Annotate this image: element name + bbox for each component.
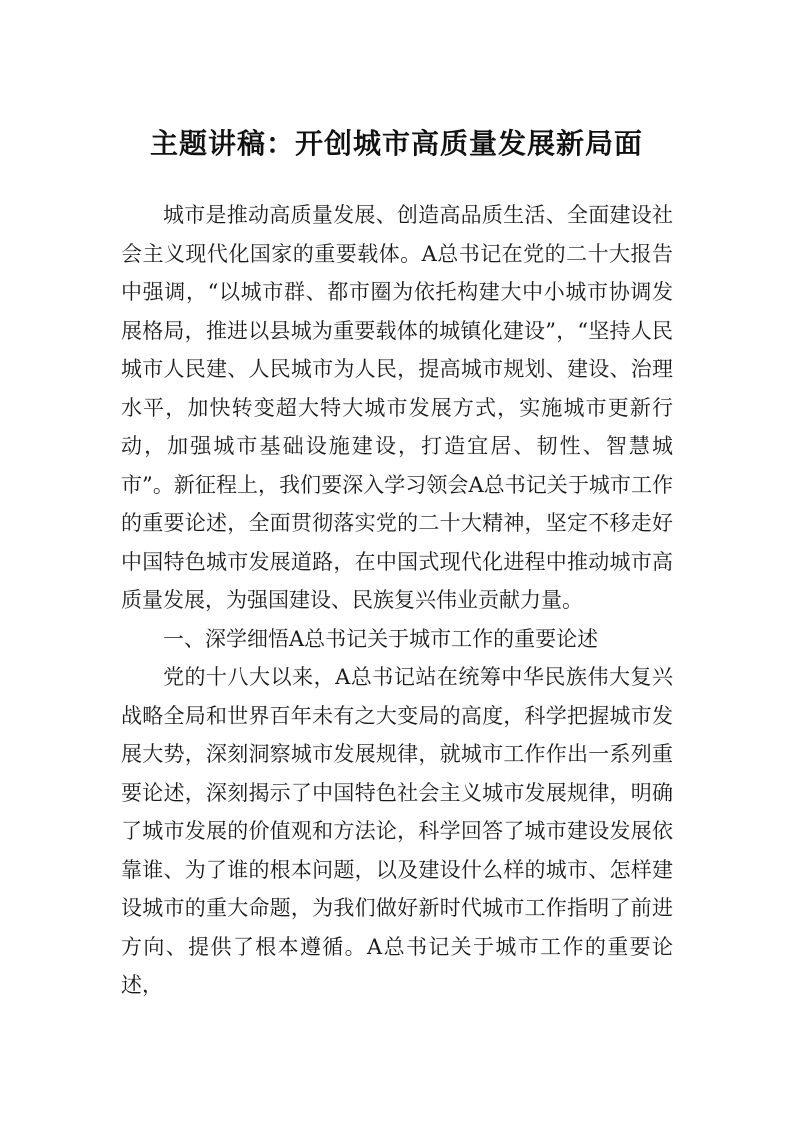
- document-body: [121, 196, 673, 1005]
- paragraph-intro: 城市是推动高质量发展、创造高品质生活、全面建设社会主义现代化国家的重要载体。A总书记在党的二十大报告中强调，“以城市群、都市圈为依托构建大中小城市协调发展格局，推进以县城为重要载体的城镇化建设”，“坚持人民城市人民建、人民城市为人民，提高城市规划、建设、治理水平，加快转变超大特大城市发展方式，实施城市更新行动，加强城市基础设施建设，打造宜居、韧性、智慧城市”。新征程上，我们要深入学习领会A总书记关于城市工作的重要论述，全面贯彻落实党的二十大精神，坚定不移走好中国特色城市发展道路，在中国式现代化进程中推动城市高质量发展，为强国建设、民族复兴伟业贡献力量。: [121, 203, 673, 612]
- paragraph-section-1: 党的十八大以来，A总书记站在统筹中华民族伟大复兴战略全局和世界百年未有之大变局的高度，科学把握城市发展大势，深刻洞察城市发展规律，就城市工作作出一系列重要论述，深刻揭示了中国特色社会主义城市发展规律，明确了城市发展的价值观和方法论，科学回答了城市建设发展依靠谁、为了谁的根本问题，以及建设什么样的城市、怎样建设城市的重大命题，为我们做好新时代城市工作指明了前进方向、提供了根本遵循。A总书记关于城市工作的重要论述，: [121, 665, 673, 997]
- document-title: 主题讲稿：开创城市高质量发展新局面: [149, 127, 643, 160]
- section-heading-1: 一、深学细悟A总书记关于城市工作的重要论述: [163, 626, 599, 651]
